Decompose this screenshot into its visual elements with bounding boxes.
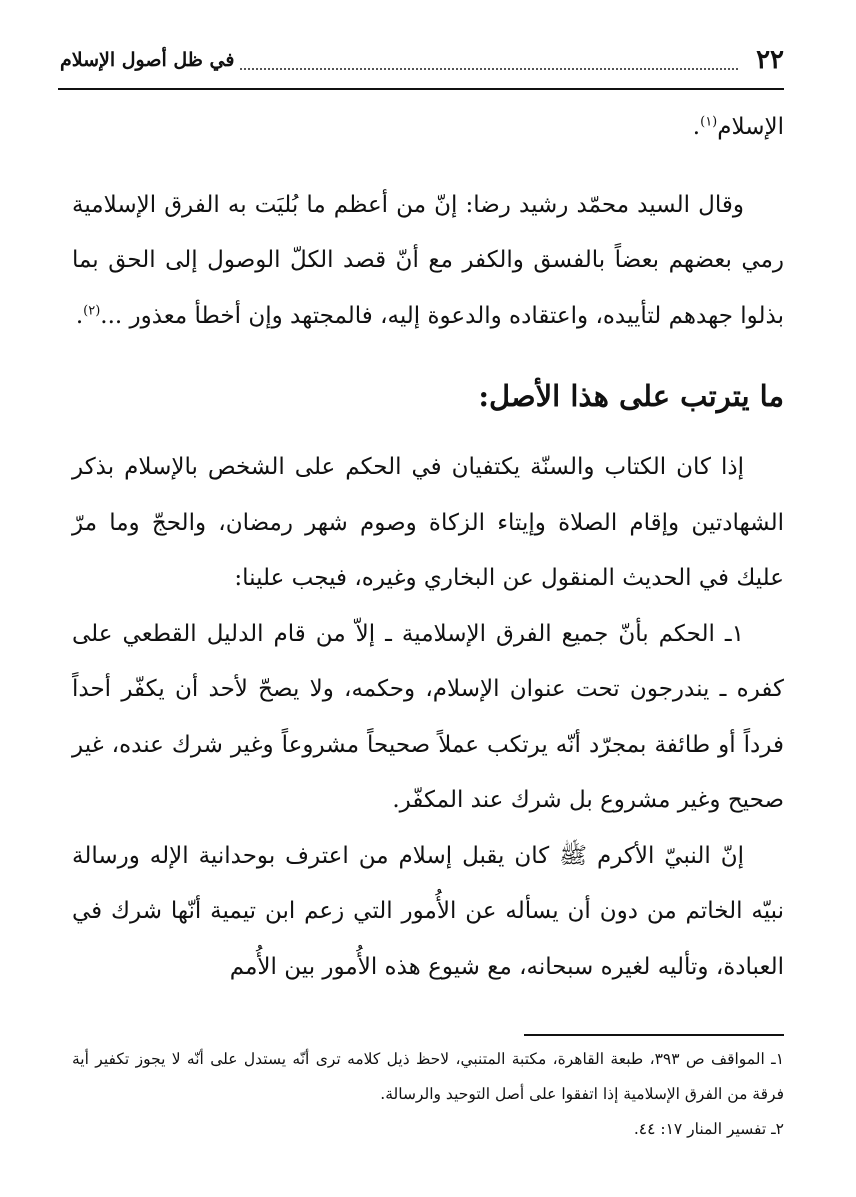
paragraph-text: كان يقبل إسلام من اعترف بوحدانية الإله ورسالة نبيّه الخاتم من دون أن يسأله عن الأُمور التي زعم ابن تيمية أنّها شرك في العبادة، وتأليه لغيره سبحانه، مع شيوع هذه الأُمور بين الأُمم — [72, 842, 784, 980]
header-dot-leader — [240, 67, 738, 70]
paragraph-rashid-rida — [72, 178, 784, 345]
page-header — [60, 40, 784, 80]
paragraph-point-1: ١ـ الحكم بأنّ جميع الفرق الإسلامية ـ إلاّ من قام الدليل القطعي على كفره ـ يندرجون تحت عنوان الإسلام، وحكمه، ولا يصحّ لأحد أن يكفّر أحداً فرداً أو طائفة بمجرّد أنّه يرتكب عملاً صحيحاً مشروعاً وغير شرك عنده، غير صحيح وغير مشروع بل شرك عند المكفّر. — [72, 620, 784, 813]
paragraph-text: الإسلام — [717, 114, 784, 140]
running-title: في ظل أصول الإسلام — [60, 49, 235, 71]
sentence-end: . — [692, 114, 701, 140]
section-heading: ما يترتب على هذا الأصل: — [478, 379, 784, 413]
page-body — [72, 100, 784, 995]
footnotes — [72, 1042, 784, 1147]
paragraph-text: إنّ النبيّ الأكرم — [596, 842, 744, 869]
footnote-2: ٢ـ تفسير المنار ١٧: ٤٤. — [633, 1120, 784, 1138]
footnote-rule — [524, 1034, 784, 1036]
footnote-1: ١ـ المواقف ص ٣٩٣، طبعة القاهرة، مكتبة المتنبي، لاحظ ذيل كلامه ترى أنّه يستدل على أنّه لا يجوز تكفير أية فرقة من الفرق الإسلامية إذا اتفقوا على أصل التوحيد والرسالة. — [72, 1050, 785, 1103]
paragraph-prophet — [72, 829, 784, 996]
header-rule — [58, 88, 784, 90]
page-number: ٢٢ — [756, 45, 784, 75]
paragraph-intro: إذا كان الكتاب والسنّة يكتفيان في الحكم على الشخص بالإسلام بذكر الشهادتين وإقام الصلاة وإيتاء الزكاة وصوم شهر رمضان، والحجّ وما مرّ عليك في الحديث المنقول عن البخاري وغيره، فيجب علينا: — [72, 454, 784, 591]
salawat-glyph: ﷺ — [559, 842, 588, 869]
paragraph-continuation — [72, 100, 784, 156]
footnote-ref-1[interactable]: (١) — [700, 114, 718, 130]
sentence-end: . — [75, 302, 84, 329]
footnote-ref-2[interactable]: (٢) — [83, 302, 101, 318]
paragraph-text: وقال السيد محمّد رشيد رضا: إنّ من أعظم ما بُليَت به الفرق الإسلامية رمي بعضهم بعضاً بالفسق والكفر مع أنّ قصد الكلّ الوصول إلى الحق بما بذلوا جهدهم لتأييده، واعتقاده والدعوة إليه، فالمجتهد وإن أخطأ معذور ... — [72, 191, 784, 329]
